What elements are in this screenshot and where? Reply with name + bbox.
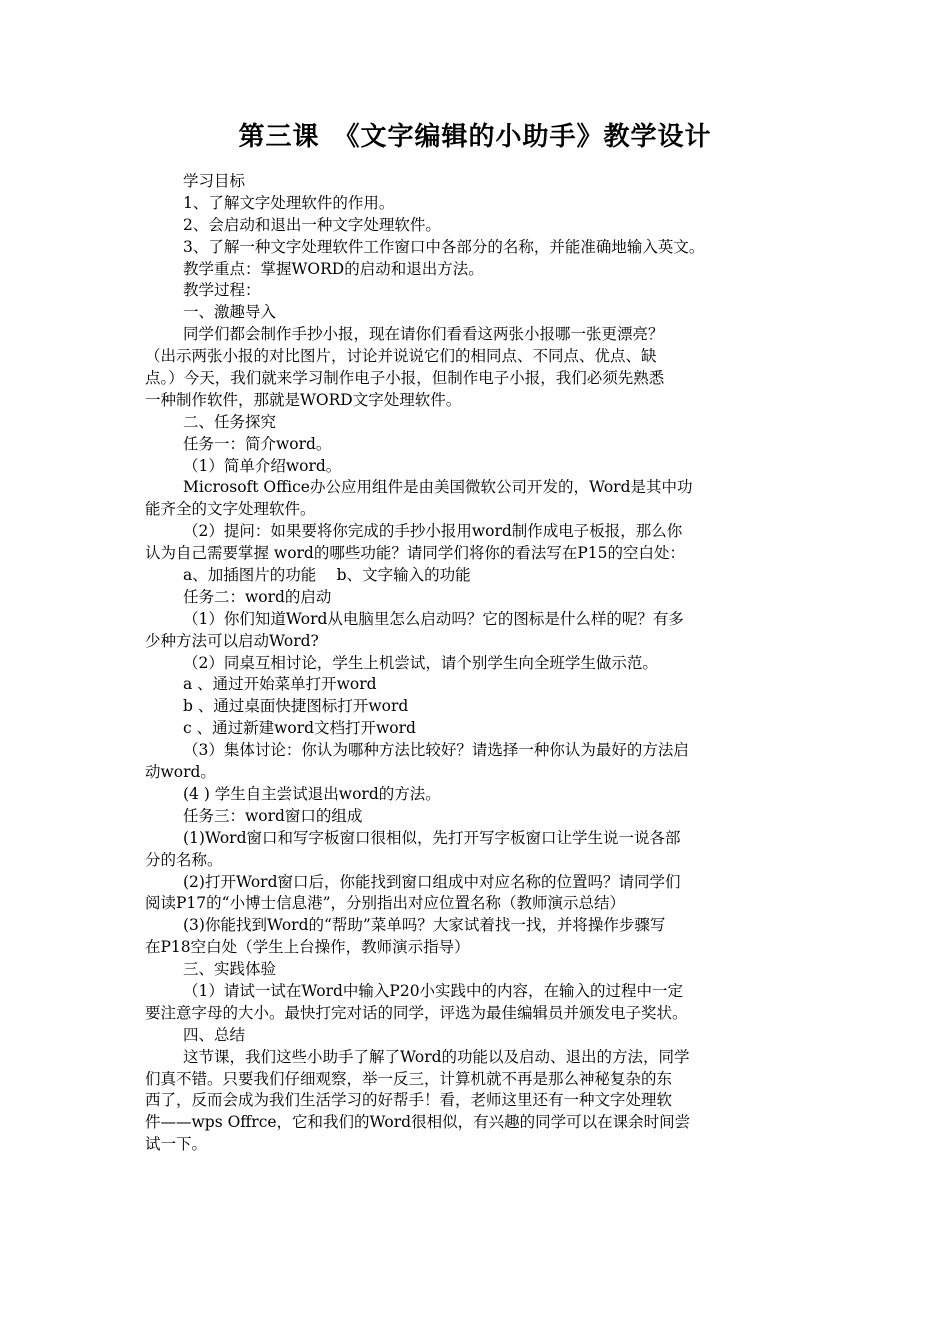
text-line: 要注意字母的大小。最快打完对话的同学，评选为最佳编辑员并颁发电子奖状。 <box>145 1003 688 1022</box>
text-line: (1)Word窗口和写字板窗口很相似，先打开写字板窗口让学生说一说各部 <box>183 828 681 847</box>
text-line: a、加插图片的功能 b、文字输入的功能 <box>183 566 471 585</box>
text-line: 任务三：word窗口的组成 <box>183 806 363 825</box>
text-line: b 、通过桌面快捷图标打开word <box>183 697 409 716</box>
text-line: 二、任务探究 <box>183 412 277 431</box>
text-line: （1）简单介绍word。 <box>183 456 342 475</box>
text-line: Microsoft Office办公应用组件是由美国微软公司开发的，Word是其中功 <box>183 478 693 497</box>
text-line: 1、了解文字处理软件的作用。 <box>183 193 395 212</box>
text-line: 2、会启动和退出一种文字处理软件。 <box>183 215 441 234</box>
document-title: 第三课 《文字编辑的小助手》教学设计 <box>238 122 712 152</box>
text-line: a 、通过开始菜单打开word <box>183 675 377 694</box>
text-line: 三、实践体验 <box>183 960 277 979</box>
text-line: 学习目标 <box>183 172 246 190</box>
text-line: c 、通过新建word文档打开word <box>183 719 416 738</box>
text-line: (4 ) 学生自主尝试退出word的方法。 <box>183 784 441 803</box>
text-line: (3)你能找到Word的“帮助”菜单吗？大家试着找一找，并将操作步骤写 <box>183 916 666 935</box>
text-line: 一、激趣导入 <box>183 303 277 322</box>
text-line: 阅读P17的“小博士信息港”，分别指出对应位置名称（教师演示总结） <box>145 894 626 913</box>
text-line: （出示两张小报的对比图片，讨论并说说它们的相同点、不同点、优点、缺 <box>145 347 657 366</box>
text-line: 分的名称。 <box>145 850 223 869</box>
text-line: 一种制作软件，那就是WORD文字处理软件。 <box>145 390 462 409</box>
text-line: （2）提问：如果要将你完成的手抄小报用word制作成电子板报，那么你 <box>183 522 683 541</box>
text-line: （1）你们知道Word从电脑里怎么启动吗？它的图标是什么样的呢？有多 <box>183 609 684 628</box>
text-line: 西了，反而会成为我们生活学习的好帮手！看，老师这里还有一种文字处理软 <box>145 1091 673 1110</box>
text-line: 任务一：简介word。 <box>183 434 332 453</box>
text-line: 任务二：word的启动 <box>183 587 332 606</box>
text-line: 试一下。 <box>145 1135 208 1154</box>
text-line: 同学们都会制作手抄小报，现在请你们看看这两张小报哪一张更漂亮？ <box>183 325 664 344</box>
text-line: 认为自己需要掌握 word的哪些功能？请同学们将你的看法写在P15的空白处： <box>145 544 686 563</box>
text-line: 动word。 <box>145 763 216 782</box>
text-line: 教学过程： <box>183 281 261 300</box>
text-line: 们真不错。只要我们仔细观察，举一反三，计算机就不再是那么神秘复杂的东 <box>145 1069 673 1088</box>
text-line: 四、总结 <box>183 1025 246 1044</box>
text-line: 件——wps Offrce，它和我们的Word很相似，有兴趣的同学可以在课余时间尝 <box>145 1113 691 1132</box>
text-line: 能齐全的文字处理软件。 <box>145 500 316 519</box>
text-line: 在P18空白处（学生上台操作，教师演示指导） <box>145 938 470 957</box>
text-line: （2）同桌互相讨论，学生上机尝试，请个别学生向全班学生做示范。 <box>183 653 658 672</box>
text-line: （1）请试一试在Word中输入P20小实践中的内容，在输入的过程中一定 <box>183 981 684 1000</box>
text-line: 点。）今天，我们就来学习制作电子小报，但制作电子小报，我们必须先熟悉 <box>145 369 665 388</box>
text-line: 3、了解一种文字处理软件工作窗口中各部分的名称，并能准确地输入英文。 <box>183 237 705 256</box>
text-line: 教学重点：掌握WORD的启动和退出方法。 <box>183 259 484 278</box>
text-line: 这节课，我们这些小助手了解了Word的功能以及启动、退出的方法，同学 <box>183 1047 690 1066</box>
text-line: 少种方法可以启动Word? <box>145 631 319 650</box>
text-line: (2)打开Word窗口后，你能找到窗口组成中对应名称的位置吗？请同学们 <box>183 872 681 891</box>
document-body <box>145 171 820 1156</box>
text-line: （3）集体讨论：你认为哪种方法比较好？请选择一种你认为最好的方法启 <box>183 741 689 760</box>
